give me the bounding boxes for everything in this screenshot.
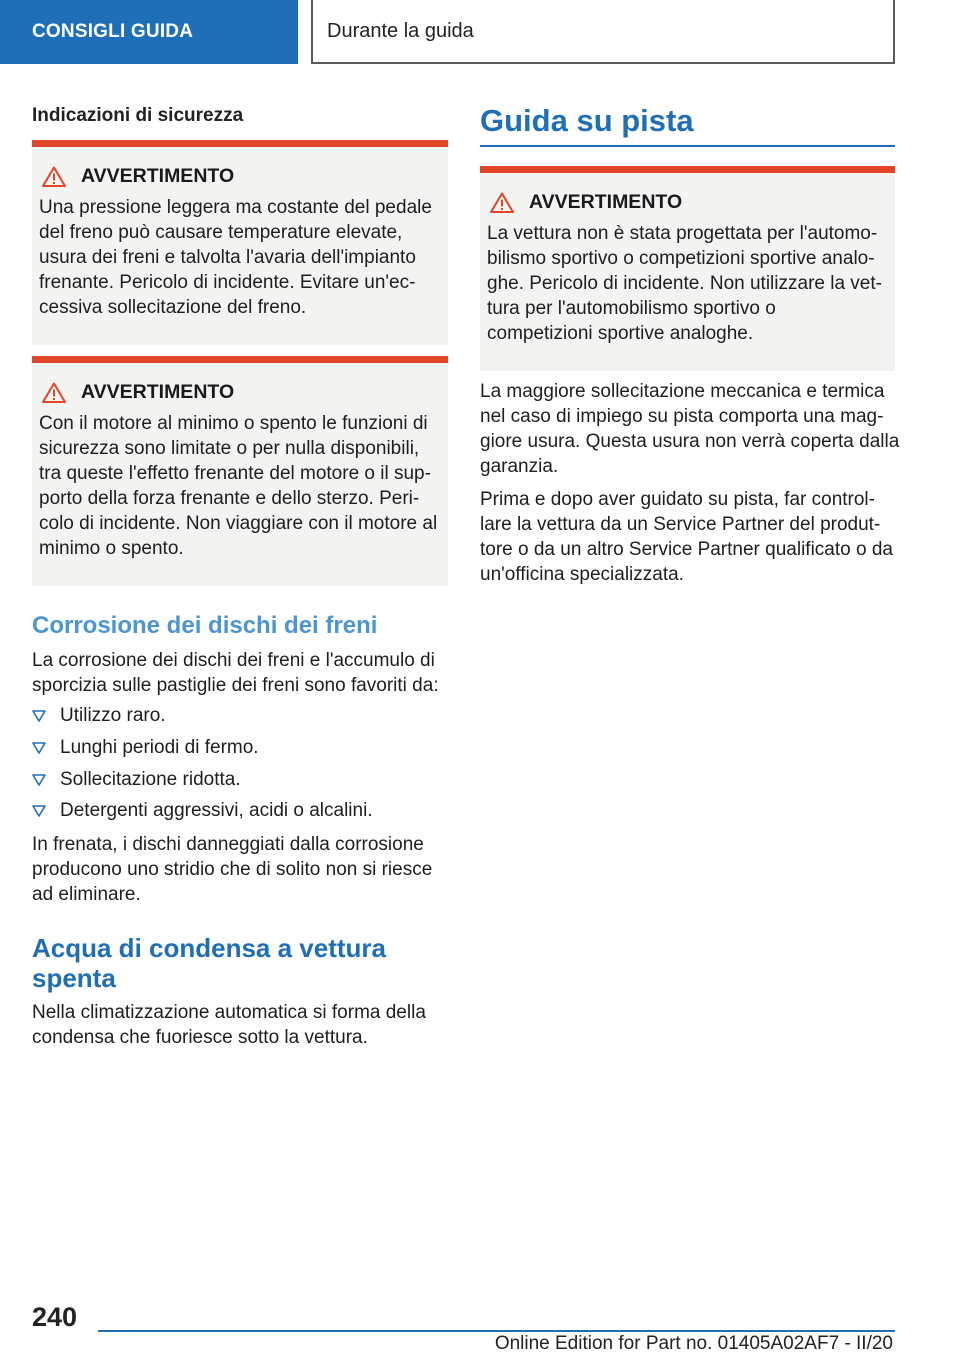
text-line: competizioni sportive analoghe.	[487, 323, 754, 344]
text-line: colo di incidente. Non viaggiare con il motore al	[39, 513, 438, 534]
warning-text	[39, 411, 438, 561]
text-line: porto della forza frenante e dello sterzo. Peri-	[39, 488, 420, 509]
triangle-bullet-icon	[32, 774, 46, 786]
text-line: ad eliminare.	[32, 884, 141, 905]
warning-title-text: AVVERTIMENTO	[81, 164, 235, 187]
heading-rule	[480, 145, 895, 147]
text-line: bilismo sportivo o competizioni sportive analo-	[487, 248, 875, 269]
list-item-text: Sollecitazione ridotta.	[60, 769, 241, 790]
text-line: sicurezza sono limitate o per nulla disponibili,	[39, 438, 420, 459]
text-line: lare la vettura da un Service Partner del produt-	[480, 514, 881, 535]
footer-rule	[98, 1330, 895, 1332]
text-line: nel caso di impiego su pista comporta una mag-	[480, 406, 884, 427]
text-line: del freno può causare temperature elevate,	[39, 222, 403, 243]
chapter-header	[311, 0, 895, 64]
warning-text	[39, 195, 438, 320]
warning-title	[487, 189, 885, 215]
edition-note: Online Edition for Part no. 01405A02AF7 - II/20	[494, 1333, 893, 1354]
list-item	[32, 800, 373, 822]
text-line: producono uno stridio che di solito non si riesce	[32, 859, 433, 880]
text-line: La corrosione dei dischi dei freni e l'accumulo di	[32, 650, 435, 671]
chapter-title: Durante la guida	[327, 19, 474, 42]
text-line: La vettura non è stata progettata per l'automo-	[487, 223, 878, 244]
warning-triangle-icon	[42, 166, 66, 187]
page-number: 240	[32, 1302, 78, 1332]
triangle-bullet-icon	[32, 742, 46, 754]
text-line: Una pressione leggera ma costante del pedale	[39, 197, 432, 218]
section-tab	[0, 0, 298, 64]
warning-triangle-icon	[490, 192, 514, 213]
warning-triangle-icon	[42, 382, 66, 403]
text-line: sporcizia sulle pastiglie dei freni sono favoriti da:	[32, 675, 439, 696]
subheading-safety: Indicazioni di sicurezza	[32, 105, 244, 126]
list-item-text: Lunghi periodi di fermo.	[60, 737, 259, 758]
corrosion-outro	[32, 832, 432, 907]
text-line: In frenata, i dischi danneggiati dalla corrosione	[32, 834, 424, 855]
text-line: Prima e dopo aver guidato su pista, far control-	[480, 489, 875, 510]
text-line: giore usura. Questa usura non verrà coperta dalla	[480, 431, 900, 452]
text-line: condensa che fuoriesce sotto la vettura.	[32, 1027, 368, 1048]
list-item-text: Detergenti aggressivi, acidi o alcalini.	[60, 800, 373, 821]
track-paragraph-2	[480, 487, 893, 587]
text-line: Nella climatizzazione automatica si forma della	[32, 1002, 426, 1023]
text-line: tore o da un altro Service Partner qualificato o da	[480, 539, 893, 560]
warning-box-3	[480, 166, 895, 371]
warning-title-text: AVVERTIMENTO	[529, 190, 683, 213]
track-heading: Guida su pista	[480, 103, 694, 138]
triangle-bullet-icon	[32, 805, 46, 817]
heading-line: spenta	[32, 963, 116, 993]
list-item	[32, 737, 259, 759]
heading-line: Acqua di condensa a vettura	[32, 933, 386, 963]
warning-text	[487, 221, 885, 346]
text-line: tra queste l'effetto frenante del motore o il sup-	[39, 463, 431, 484]
text-line: Con il motore al minimo o spento le funzioni di	[39, 413, 428, 434]
condensation-body	[32, 1000, 426, 1050]
text-line: La maggiore sollecitazione meccanica e termica	[480, 381, 885, 402]
corrosion-intro	[32, 648, 439, 698]
list-item	[32, 769, 241, 791]
warning-title-text: AVVERTIMENTO	[81, 380, 235, 403]
section-title: CONSIGLI GUIDA	[32, 21, 194, 42]
text-line: ghe. Pericolo di incidente. Non utilizzare la vet-	[487, 273, 882, 294]
text-line: frenante. Pericolo di incidente. Evitare un'ec-	[39, 272, 416, 293]
warning-box-1	[32, 140, 448, 345]
warning-title	[39, 163, 438, 189]
list-item	[32, 705, 166, 727]
corrosion-heading: Corrosione dei dischi dei freni	[32, 612, 378, 639]
list-item-text: Utilizzo raro.	[60, 705, 166, 726]
condensation-heading	[32, 933, 386, 993]
track-paragraph-1	[480, 379, 899, 479]
text-line: un'officina specializzata.	[480, 564, 684, 585]
warning-box-2	[32, 356, 448, 586]
text-line: cessiva sollecitazione del freno.	[39, 297, 307, 318]
text-line: garanzia.	[480, 456, 559, 477]
warning-title	[39, 379, 438, 405]
text-line: usura dei freni e talvolta l'avaria dell'impianto	[39, 247, 416, 268]
triangle-bullet-icon	[32, 710, 46, 722]
text-line: tura per l'automobilismo sportivo o	[487, 298, 776, 319]
text-line: minimo o spento.	[39, 538, 184, 559]
